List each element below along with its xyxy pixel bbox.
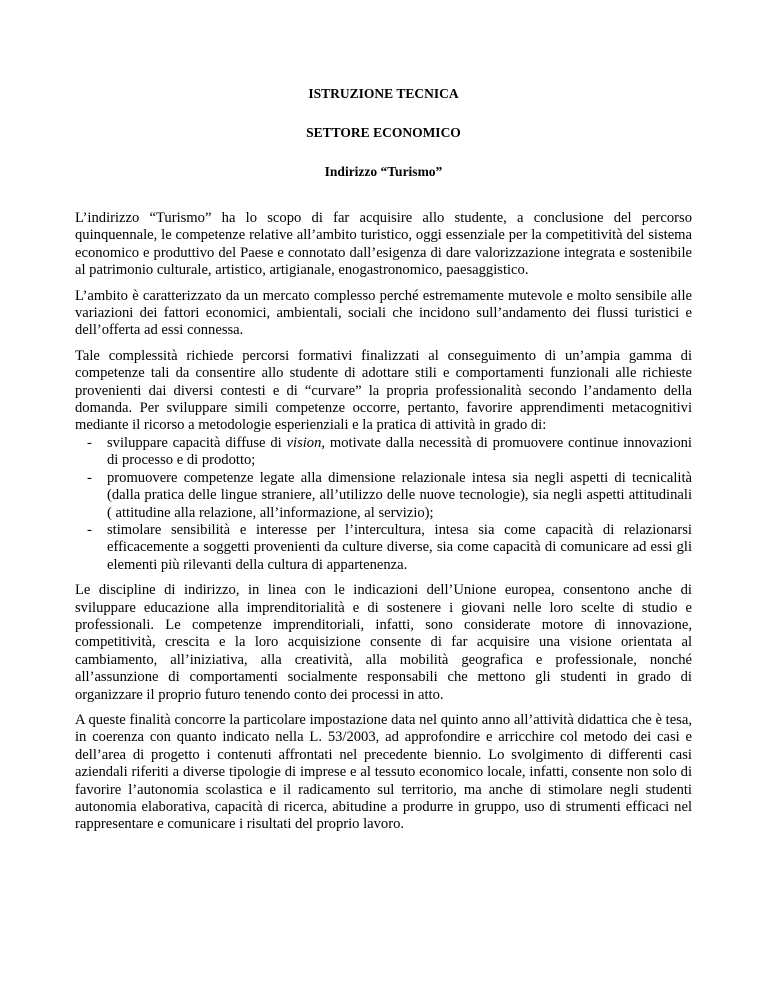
course-heading: Indirizzo “Turismo”: [324, 164, 443, 179]
list-item-text: stimolare sensibilità e interesse per l’intercultura, intesa sia come capacità di relazionarsi efficacemente a soggetti provenienti da culture diverse, sia come capacità di comunicare ad essi gli elementi più rilevanti della cultura di appartenenza.: [107, 521, 692, 573]
list-item-vision: [75, 435, 692, 470]
list-item-text: sviluppare capacità diffuse di: [107, 434, 287, 451]
sector-heading: SETTORE ECONOMICO: [306, 125, 461, 140]
list-item-italic: vision: [286, 434, 322, 451]
paragraph-market: L’ambito è caratterizzato da un mercato complesso perché estremamente mutevole e molto sensibile alle variazioni dei fattori economici, ambientali, sociali che incidono sull’andamento dei flussi turistici e dell’offerta ad essi connessa.: [75, 287, 692, 339]
list-item-relational: [75, 470, 692, 522]
document-title: ISTRUZIONE TECNICA: [308, 86, 459, 101]
document-page: [75, 0, 692, 834]
list-item-text: promuovere competenze legate alla dimensione relazionale intesa sia negli aspetti di tecnicalità (dalla pratica delle lingue straniere, all’utilizzo delle nuove tecnologie), sia negli aspetti attitudinali ( attitudine alla relazione, all’informazione, al servizio);: [107, 469, 692, 521]
bullet-dash: -: [87, 469, 92, 486]
activities-list: [75, 435, 692, 574]
paragraph-fifth-year: A queste finalità concorre la particolare impostazione data nel quinto anno all’attività didattica che è tesa, in coerenza con quanto indicato nella L. 53/2003, ad approfondire e arricchire col metodo dei casi e dell’area di progetto i contenuti affrontati nel precedente biennio. Lo svolgimento di differenti casi aziendali riferiti a diverse tipologie di imprese e al tessuto economico locale, infatti, consente non solo di favorire l’autonomia scolastica e il radicamento sul territorio, ma anche di stimolare negli studenti autonomia elaborativa, capacità di ricerca, abitudine a produrre in gruppo, uso di strumenti efficaci nel rappresentare e comunicare i risultati del proprio lavoro.: [75, 711, 692, 833]
list-item-intercultural: [75, 522, 692, 574]
paragraph-disciplines: Le discipline di indirizzo, in linea con le indicazioni dell’Unione europea, consentono anche di sviluppare educazione alla imprenditorialità e di sostenere i giovani nelle loro scelte di studio e professionali. Le competenze imprenditoriali, infatti, sono considerate motore di innovazione, competitività, crescita e la loro acquisizione consente di far acquisire una visione orientata al cambiamento, all’iniziativa, alla creatività, alla mobilità geografica e professionale, nonché all’assunzione di comportamenti socialmente responsabili che mettono gli studenti in grado di organizzare il proprio futuro tenendo conto dei processi in atto.: [75, 582, 692, 703]
paragraph-intro: L’indirizzo “Turismo” ha lo scopo di far acquisire allo studente, a conclusione del percorso quinquennale, le competenze relative all’ambito turistico, oggi essenziale per la competitività del sistema economico e produttivo del Paese e connotato dall’esigenza di dare valorizzazione integrata e sostenibile al patrimonio culturale, artistico, artigianale, enogastronomico, paesaggistico.: [75, 210, 692, 279]
bullet-dash: -: [87, 521, 92, 538]
list-item-text: , motivate dalla necessità di promuovere continue innovazioni di processo e di prodotto;: [107, 434, 692, 469]
bullet-dash: -: [87, 434, 92, 451]
paragraph-complexity: Tale complessità richiede percorsi formativi finalizzati al conseguimento di un’ampia gamma di competenze tali da consentire allo studente di adottare stili e comportamenti funzionali alle richieste provenienti dai diversi contesti e di “curvare” la propria professionalità secondo l’andamento della domanda. Per sviluppare simili competenze occorre, pertanto, favorire apprendimenti metacognitivi mediante il ricorso a metodologie esperienziali e la pratica di attività in grado di:: [75, 347, 692, 434]
